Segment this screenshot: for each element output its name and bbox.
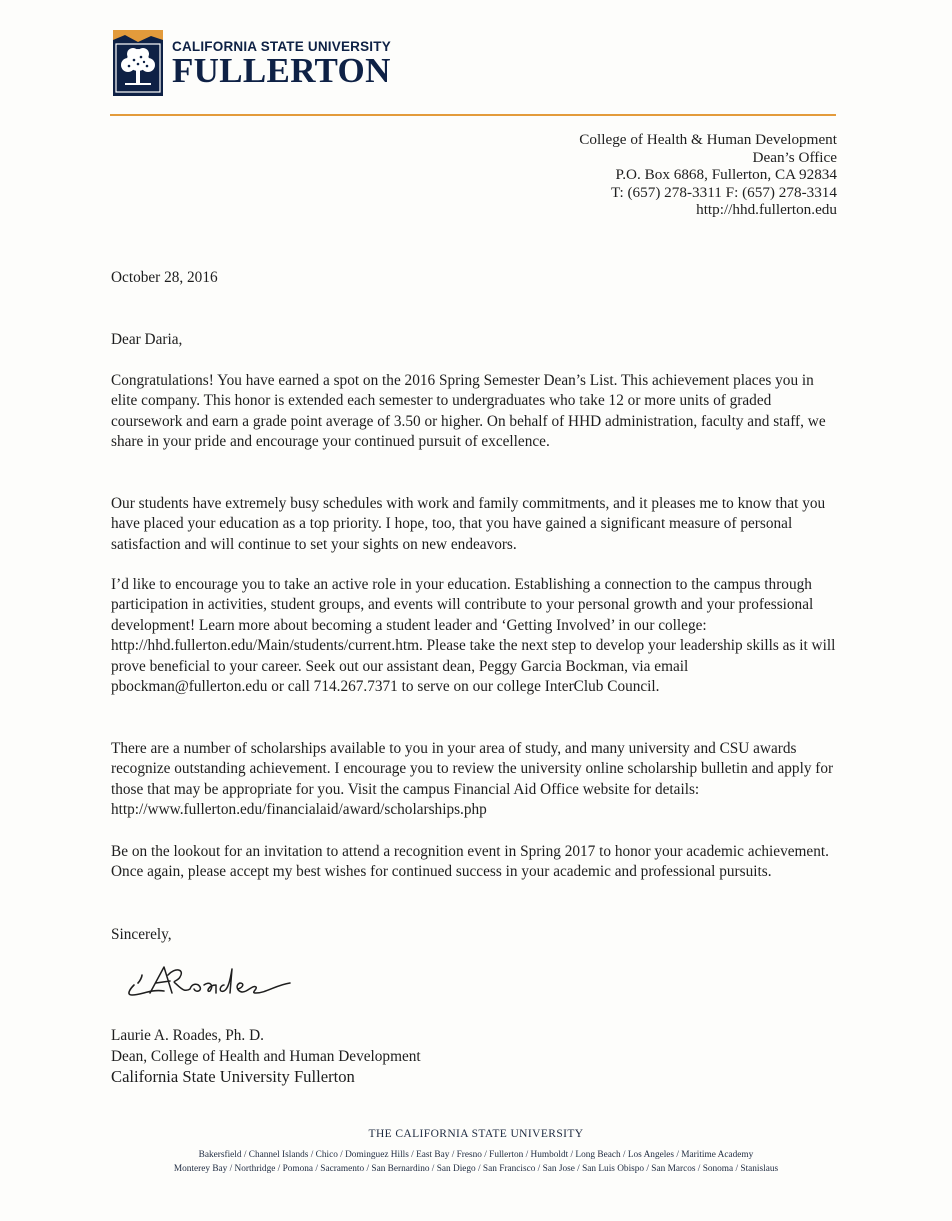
signature-block (111, 1026, 421, 1088)
university-logo (113, 30, 391, 96)
footer-campuses-line: Bakersfield / Channel Islands / Chico / Dominguez Hills / East Bay / Fresno / Fullerton / Humboldt / Long Beach / Los Angeles / Maritime Academy (198, 1150, 754, 1160)
tree-seal-icon (113, 30, 163, 96)
paragraph: There are a number of scholarships available to you in your area of study, and many university and CSU awards recognize outstanding achievement. I encourage you to review the university online scholarship bulletin and apply for those that may be appropriate for you. Visit the campus Financial Aid Office website for details: http://www.fullerton.edu/financialaid/award/scholarships.php (111, 740, 834, 819)
footer-title: THE CALIFORNIA STATE UNIVERSITY (368, 1128, 584, 1140)
address-phone: T: (657) 278-3311 F: (657) 278-3314 (610, 183, 837, 201)
address-url: http://hhd.fullerton.edu (696, 201, 837, 219)
handwritten-signature (120, 955, 305, 1005)
signer-organization: California State University Fullerton (111, 1067, 355, 1087)
address-office: Dean’s Office (752, 148, 837, 166)
footer-campuses-line: Monterey Bay / Northridge / Pomona / Sacramento / San Bernardino / San Diego / San Francisco / San Jose / San Luis Obispo / San Marcos / Sonoma / Stanislaus (173, 1164, 779, 1174)
return-address (579, 131, 837, 219)
letterhead-divider (110, 114, 836, 116)
paragraph: Be on the lookout for an invitation to attend a recognition event in Spring 2017 to honor your academic achievement. Once again, please accept my best wishes for continued success in your academic and professional pursuits. (111, 843, 829, 881)
letter-date: October 28, 2016 (111, 269, 218, 286)
logo-university-line: CALIFORNIA STATE UNIVERSITY (172, 38, 391, 54)
signer-title: Dean, College of Health and Human Development (111, 1047, 421, 1065)
address-po-box: P.O. Box 6868, Fullerton, CA 92834 (615, 166, 837, 184)
paragraph: Congratulations! You have earned a spot on the 2016 Spring Semester Dean’s List. This achievement places you in elite company. This honor is extended each semester to undergraduates who take 12 or more units of graded coursework and earn a grade point average of 3.50 or higher. On behalf of HHD administration, faculty and staff, we share in your pride and encourage your continued pursuit of excellence. (111, 372, 826, 451)
paragraph: I’d like to encourage you to take an active role in your education. Establishing a connection to the campus through participation in activities, student groups, and events will contribute to your personal growth and your professional development! Learn more about becoming a student leader and ‘Getting Involved’ in our college: http://hhd.fullerton.edu/Main/students/current.htm. Please take the next step to develop your leadership skills as it will prove beneficial to your career. Seek out our assistant dean, Peggy Garcia Bockman, via email pbockman@fullerton.edu or call 714.267.7371 to serve on our college InterClub Council. (111, 576, 836, 696)
paragraph: Our students have extremely busy schedules with work and family commitments, and it pleases me to know that you have placed your education as a top priority. I hope, too, that you have gained a significant measure of personal satisfaction and will continue to set your sights on new endeavors. (111, 495, 826, 553)
salutation: Dear Daria, (111, 331, 183, 348)
closing: Sincerely, (111, 926, 172, 943)
address-college: College of Health & Human Development (579, 131, 837, 148)
logo-campus-name: FULLERTON (172, 50, 391, 90)
signer-name: Laurie A. Roades, Ph. D. (111, 1027, 264, 1044)
